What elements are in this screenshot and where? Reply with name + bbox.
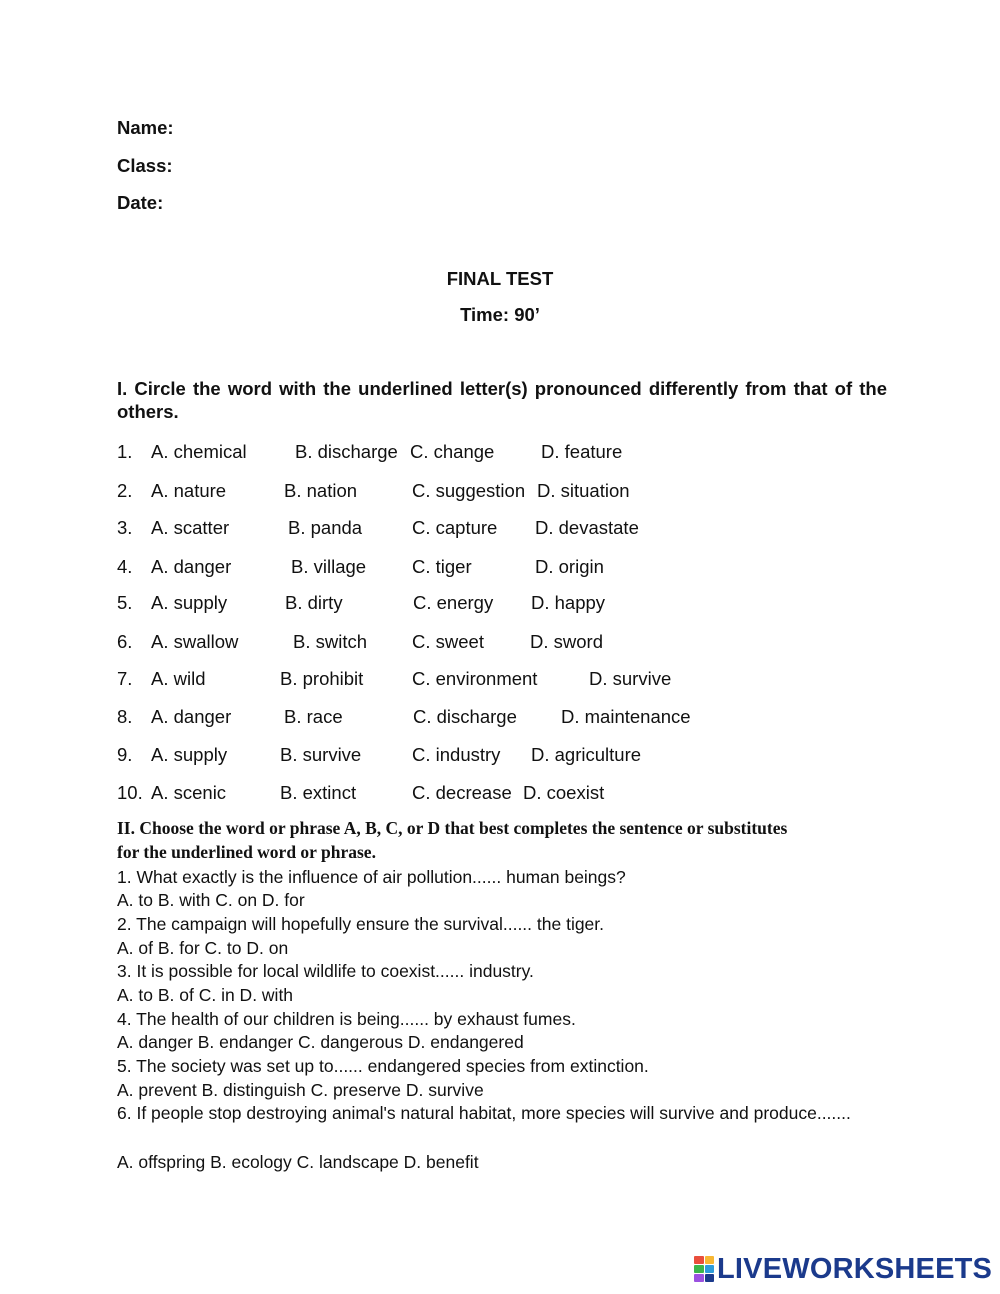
option-b: B. extinct [280,782,357,803]
option-a: A. nature [151,480,227,501]
question-number: 4. [117,556,133,577]
option-a: A. supply [151,592,228,613]
option-b: B. nation [284,480,358,501]
option-d: D. survive [589,668,672,689]
option-a: A. supply [151,744,228,765]
option-d: D. origin [535,556,604,577]
option-b: B. dirty [285,592,343,613]
liveworksheets-logo[interactable] [694,1254,992,1284]
option-c: C. sweet [412,631,484,652]
section2-options-2: A. of B. for C. to D. on [117,938,289,958]
option-c: C. environment [412,668,538,689]
option-b: B. prohibit [280,668,364,689]
option-c: C. capture [412,517,498,538]
option-b: B. survive [280,744,362,765]
section2-question-2: 2. The campaign will hopefully ensure the survival...... the tiger. [117,914,605,934]
option-c: C. decrease [412,782,512,803]
option-a: A. scatter [151,517,230,538]
option-d: D. agriculture [531,744,642,765]
question-number: 6. [117,631,133,652]
question-number: 1. [117,441,133,462]
section2-options-5: A. prevent B. distinguish C. preserve D. survive [117,1080,484,1100]
option-c: C. industry [412,744,501,765]
section2-options-1: A. to B. with C. on D. for [117,890,305,910]
question-number: 9. [117,744,133,765]
option-d: D. maintenance [561,706,691,727]
option-c: C. change [410,441,495,462]
question-number: 7. [117,668,133,689]
name-label: Name: [117,117,174,138]
option-d: D. feature [541,441,623,462]
option-d: D. situation [537,480,630,501]
class-label: Class: [117,155,173,176]
section2-options-4: A. danger B. endanger C. dangerous D. endangered [117,1032,524,1052]
option-a: A. danger [151,706,232,727]
option-b: B. race [284,706,343,727]
date-label: Date: [117,192,164,213]
section2-question-4: 4. The health of our children is being...... by exhaust fumes. [117,1009,576,1029]
section2-options-6: A. offspring B. ecology C. landscape D. benefit [117,1152,479,1172]
option-c: C. energy [413,592,494,613]
option-b: B. panda [288,517,363,538]
option-d: D. sword [530,631,603,652]
option-b: B. discharge [295,441,398,462]
question-number: 10. [117,782,143,803]
option-b: B. switch [293,631,368,652]
option-a: A. scenic [151,782,227,803]
time-label: Time: 90’ [460,304,540,325]
liveworksheets-logo-icon [694,1256,714,1282]
question-number: 5. [117,592,133,613]
section2-question-1: 1. What exactly is the influence of air pollution...... human beings? [117,867,626,887]
logo-text: LIVEWORKSHEETS [717,1253,993,1285]
option-d: D. coexist [523,782,605,803]
section2-options-3: A. to B. of C. in D. with [117,985,294,1005]
option-c: C. tiger [412,556,472,577]
section2-question-5: 5. The society was set up to...... endangered species from extinction. [117,1056,649,1076]
section1-heading: I. Circle the word with the underlined letter(s) pronounced differently from that of the others. [117,378,887,422]
section2-heading-line2: for the underlined word or phrase. [117,842,376,862]
section2-question-3: 3. It is possible for local wildlife to coexist...... industry. [117,961,534,981]
question-number: 3. [117,517,133,538]
option-a: A. wild [151,668,206,689]
section2-heading-line1: II. Choose the word or phrase A, B, C, or D that best completes the sentence or substitutes [117,818,788,838]
option-d: D. happy [531,592,606,613]
option-b: B. village [291,556,367,577]
option-a: A. chemical [151,441,247,462]
option-a: A. danger [151,556,232,577]
section2-question-6: 6. If people stop destroying animal's natural habitat, more species will survive and produce....... [117,1103,851,1123]
option-c: C. suggestion [412,480,526,501]
question-number: 8. [117,706,133,727]
option-d: D. devastate [535,517,639,538]
option-a: A. swallow [151,631,239,652]
option-c: C. discharge [413,706,517,727]
question-number: 2. [117,480,133,501]
page-title: FINAL TEST [446,268,554,289]
